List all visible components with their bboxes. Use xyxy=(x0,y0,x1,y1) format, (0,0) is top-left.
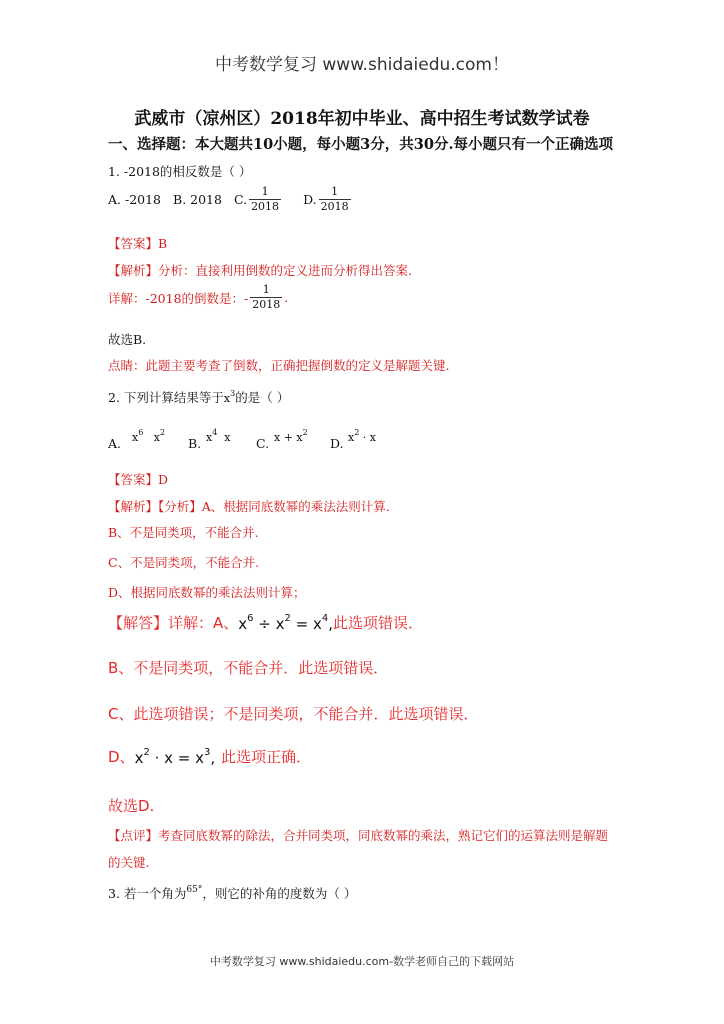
question-2-option-c-note: C、不是同类项，不能合并. xyxy=(108,555,260,570)
option-d-label: D. xyxy=(303,192,317,208)
option-b-label: B. xyxy=(188,436,202,451)
solution-d-expression: $x^2 \cdot x = x^3$, xyxy=(134,746,216,767)
fraction-numerator: 1 xyxy=(261,185,269,198)
fraction-denominator: 2018 xyxy=(251,200,280,214)
solution-d-verdict: 此选项正确． xyxy=(221,748,312,766)
question-2-option-d-note: D、根据同底数幂的乘法法则计算； xyxy=(108,585,306,600)
question-1-detail xyxy=(108,284,288,311)
option-a: A. -2018 xyxy=(108,192,162,208)
solution-line-d xyxy=(108,746,311,767)
exponent: 3 xyxy=(230,389,236,398)
detail-fraction xyxy=(250,284,282,311)
stem-suffix: 的是（ ） xyxy=(235,390,290,405)
stem-text: 3. 若一个角为 xyxy=(108,886,187,901)
option-c-fraction xyxy=(249,186,281,213)
question-1-options xyxy=(108,186,353,213)
question-1-choice: 故选B. xyxy=(108,332,147,347)
solution-a-verdict: 此选项错误． xyxy=(333,614,424,632)
question-2-answer: 【答案】D xyxy=(108,472,169,487)
option-b-expression: $x^4$ x xyxy=(206,428,231,444)
solution-prefix: 【解答】详解：A、 xyxy=(108,614,239,632)
option-d-fraction xyxy=(319,186,351,213)
question-2-analysis: 【解析】【分析】A、根据同底数幂的乘法法则计算. xyxy=(108,499,390,514)
question-2-comment-continued: 的关键. xyxy=(108,855,150,870)
option-d-expression: $x^2 \cdot x$ xyxy=(348,428,377,444)
option-c-label: C. xyxy=(233,192,248,208)
question-1-answer: 【答案】B xyxy=(108,236,168,251)
page-footer: 中考数学复习 www.shidaiedu.com-数学老师自己的下载网站 xyxy=(209,955,515,968)
question-1-comment: 点睛：此题主要考查了倒数，正确把握倒数的定义是解题关键. xyxy=(108,358,450,373)
section-heading: 一、选择题：本大题共10小题，每小题3分，共30分.每小题只有一个正确选项 xyxy=(108,136,613,153)
detail-text: 详解：-2018的倒数是：- xyxy=(108,290,249,306)
option-c-label: C. xyxy=(256,436,270,451)
solution-line-a xyxy=(108,612,423,633)
fraction-numerator: 1 xyxy=(331,185,339,198)
page-header: 中考数学复习 www.shidaiedu.com！ xyxy=(215,55,509,75)
detail-suffix: . xyxy=(284,290,289,306)
stem-suffix: ，则它的补角的度数为（ ） xyxy=(202,886,357,901)
option-c-expression: $x + x^2$ xyxy=(274,428,308,444)
fraction-numerator: 1 xyxy=(262,283,270,296)
solution-d-label: D、 xyxy=(108,748,135,766)
option-b: B. 2018 xyxy=(173,192,222,208)
stem-expression: $x^3$ xyxy=(223,389,236,405)
question-1-analysis: 【解析】分析：直接利用倒数的定义进而分析得出答案. xyxy=(108,263,412,278)
question-2-choice: 故选D. xyxy=(108,797,155,815)
solution-a-expression: $x^6 \div x^2 = x^4$, xyxy=(238,612,334,633)
fraction-denominator: 2018 xyxy=(252,298,281,312)
solution-line-c: C、此选项错误；不是同类项，不能合并．此选项错误． xyxy=(108,705,479,723)
option-d-label: D. xyxy=(330,436,344,451)
stem-text: 2. 下列计算结果等于 xyxy=(108,390,224,405)
question-3-stem xyxy=(108,884,356,902)
question-2-comment: 【点评】考查同底数幂的除法，合并同类项，同底数幂的乘法，熟记它们的运算法则是解题 xyxy=(108,828,609,843)
question-2-option-b-note: B、不是同类项，不能合并. xyxy=(108,525,259,540)
question-2-stem xyxy=(108,388,289,406)
solution-line-b: B、不是同类项，不能合并．此选项错误． xyxy=(108,659,389,677)
stem-angle: 65° xyxy=(186,885,203,895)
question-1-stem: 1. -2018的相反数是（ ） xyxy=(108,164,252,179)
page-title: 武威市（凉州区）2018年初中毕业、高中招生考试数学试卷 xyxy=(134,109,590,129)
option-a-label: A. xyxy=(108,436,122,451)
fraction-denominator: 2018 xyxy=(320,200,349,214)
question-2-options xyxy=(108,426,408,450)
option-a-expression: $x^6$ $x^2$ xyxy=(132,428,166,444)
